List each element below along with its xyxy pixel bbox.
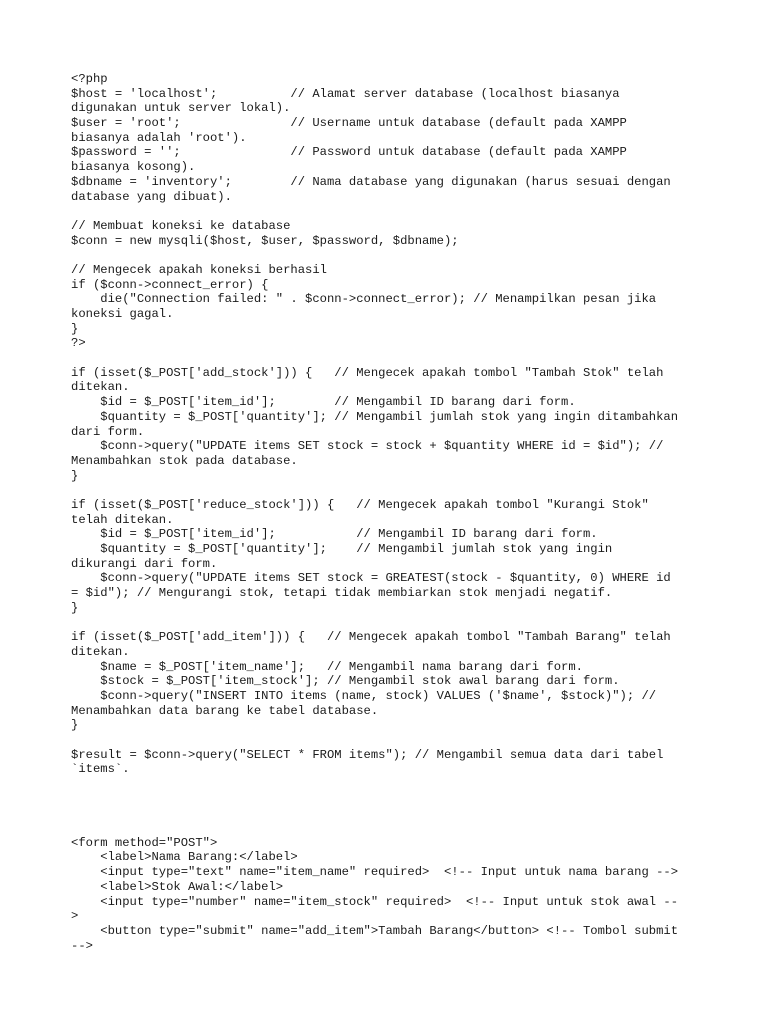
code-line: digunakan untuk server lokal).	[71, 101, 291, 116]
code-line: }	[71, 718, 79, 733]
code-line: $id = $_POST['item_id']; // Mengambil ID barang dari form.	[71, 527, 598, 542]
blank-line	[71, 806, 711, 821]
code-line: telah ditekan.	[71, 512, 174, 527]
code-line: <input type="text" name="item_name" required> <!-- Input untuk nama barang -->	[71, 865, 679, 880]
code-line: ditekan.	[71, 380, 130, 395]
blank-line	[71, 615, 711, 630]
code-line: <button type="submit" name="add_item">Tambah Barang</button> <!-- Tombol submit	[71, 923, 679, 938]
code-line: biasanya kosong).	[71, 160, 196, 175]
blank-line	[71, 821, 711, 836]
code-line: database yang dibuat).	[71, 189, 232, 204]
code-line: if ($conn->connect_error) {	[71, 277, 269, 292]
code-line: $user = 'root'; // Username untuk database (default pada XAMPP	[71, 116, 627, 131]
code-line: // Mengecek apakah koneksi berhasil	[71, 262, 327, 277]
blank-line	[71, 204, 711, 219]
blank-line	[71, 792, 711, 807]
code-line: Menambahkan data barang ke tabel database.	[71, 703, 379, 718]
code-line: ditekan.	[71, 644, 130, 659]
code-line: biasanya adalah 'root').	[71, 130, 247, 145]
code-line: >	[71, 909, 79, 924]
code-line: $quantity = $_POST['quantity']; // Mengambil jumlah stok yang ingin ditambahkan	[71, 409, 679, 424]
code-line: $password = ''; // Password untuk database (default pada XAMPP	[71, 145, 627, 160]
code-line: = $id"); // Mengurangi stok, tetapi tidak membiarkan stok menjadi negatif.	[71, 586, 613, 601]
blank-line	[71, 733, 711, 748]
code-line: dari form.	[71, 424, 145, 439]
code-line: if (isset($_POST['add_stock'])) { // Mengecek apakah tombol "Tambah Stok" telah	[71, 365, 664, 380]
code-line: $conn = new mysqli($host, $user, $password, $dbname);	[71, 233, 459, 248]
blank-line	[71, 248, 711, 263]
code-line: }	[71, 321, 79, 336]
code-line: }	[71, 600, 79, 615]
code-line: <label>Stok Awal:</label>	[71, 879, 284, 894]
code-line: $conn->query("INSERT INTO items (name, stock) VALUES ('$name', $stock)"); //	[71, 688, 657, 703]
code-line: -->	[71, 938, 93, 953]
code-line: $host = 'localhost'; // Alamat server database (localhost biasanya	[71, 86, 620, 101]
code-line: $conn->query("UPDATE items SET stock = stock + $quantity WHERE id = $id"); //	[71, 439, 664, 454]
code-line: $id = $_POST['item_id']; // Mengambil ID barang dari form.	[71, 395, 576, 410]
code-line: koneksi gagal.	[71, 307, 174, 321]
blank-line	[71, 777, 711, 792]
blank-line	[71, 351, 711, 366]
code-line: `items`.	[71, 762, 130, 777]
code-block	[71, 72, 711, 953]
code-line: dikurangi dari form.	[71, 556, 218, 571]
code-line: $stock = $_POST['item_stock']; // Mengambil stok awal barang dari form.	[71, 674, 620, 689]
code-line: }	[71, 468, 79, 483]
code-line: <label>Nama Barang:</label>	[71, 850, 298, 865]
code-line: // Membuat koneksi ke database	[71, 218, 291, 233]
code-line: $dbname = 'inventory'; // Nama database yang digunakan (harus sesuai dengan	[71, 174, 671, 189]
code-line: <form method="POST">	[71, 835, 218, 850]
code-line: Menambahkan stok pada database.	[71, 453, 298, 468]
code-line: ?>	[71, 336, 86, 351]
code-line: die("Connection failed: " . $conn->connect_error); // Menampilkan pesan jika	[71, 292, 657, 307]
blank-line	[71, 483, 711, 498]
code-line: $conn->query("UPDATE items SET stock = GREATEST(stock - $quantity, 0) WHERE id	[71, 571, 671, 586]
code-line: $quantity = $_POST['quantity']; // Mengambil jumlah stok yang ingin	[71, 542, 613, 556]
code-line: if (isset($_POST['reduce_stock'])) { // Mengecek apakah tombol "Kurangi Stok"	[71, 497, 649, 512]
code-line: <input type="number" name="item_stock" required> <!-- Input untuk stok awal --	[71, 894, 679, 909]
code-line: $name = $_POST['item_name']; // Mengambil nama barang dari form.	[71, 659, 583, 674]
code-line: if (isset($_POST['add_item'])) { // Mengecek apakah tombol "Tambah Barang" telah	[71, 630, 671, 645]
code-line: <?php	[71, 72, 108, 86]
code-line: $result = $conn->query("SELECT * FROM items"); // Mengambil semua data dari tabel	[71, 747, 664, 762]
